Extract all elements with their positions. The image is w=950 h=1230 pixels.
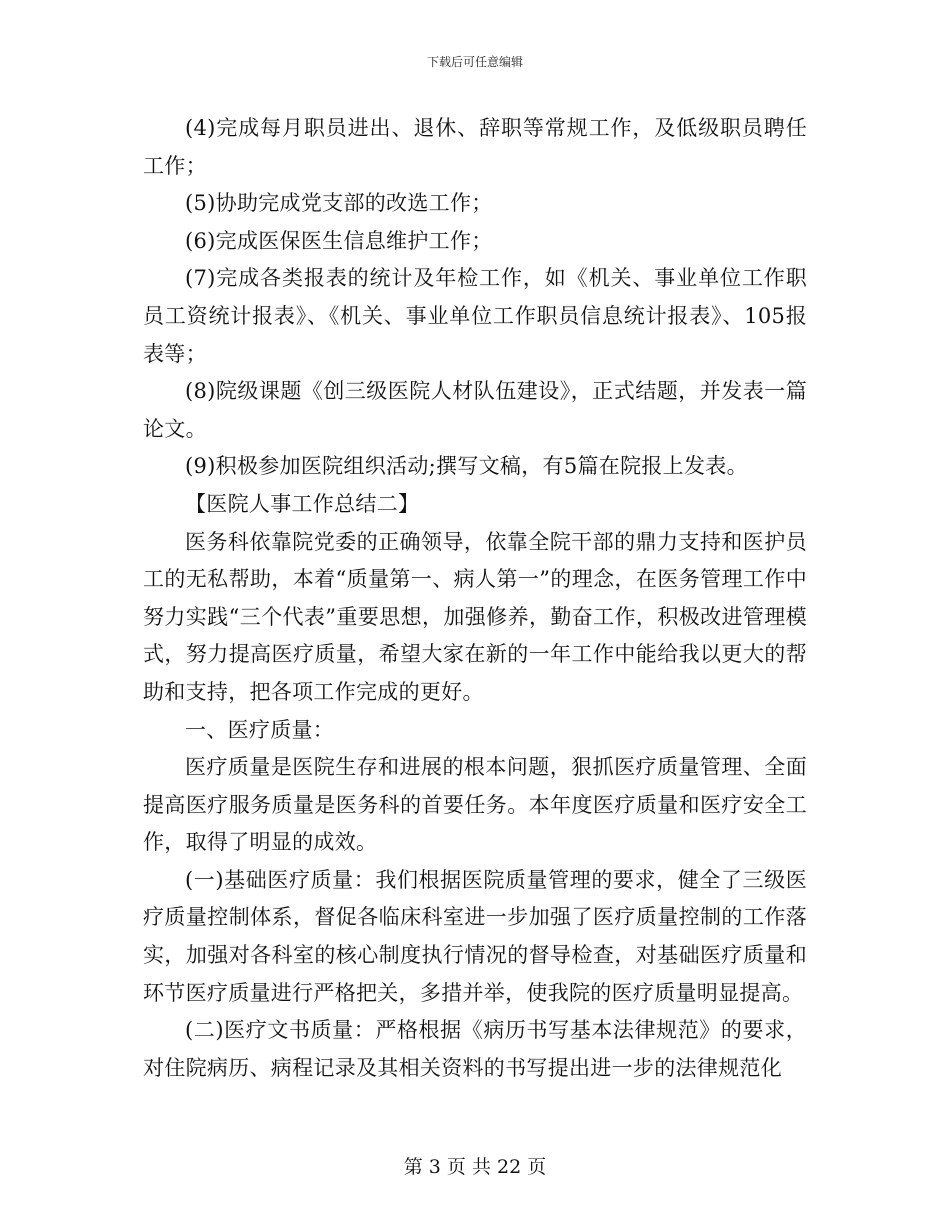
paragraph-item-7: (7)完成各类报表的统计及年检工作，如《机关、事业单位工作职员工资统计报表》、《机关、事业单位工作职员信息统计报表》、105报表等； (143, 266, 807, 366)
section-heading: 【医院人事工作总结二】 (185, 491, 420, 516)
paragraph-item-9: (9)积极参加医院组织活动;撰写文稿，有5篇在院报上发表。 (185, 454, 748, 479)
paragraph-item-5: (5)协助完成党支部的改选工作； (185, 191, 493, 216)
document-quality-paragraph: (二)医疗文书质量：严格根据《病历书写基本法律规范》的要求，对住院病历、病程记录及其相关资料的书写提出进一步的法律规范化 (143, 1018, 807, 1080)
page-header: 下载后可任意编辑 (426, 55, 523, 69)
paragraph-item-4: (4)完成每月职员进出、退休、辞职等常规工作，及低级职员聘任工作； (143, 116, 807, 178)
intro-paragraph: 医务科依靠院党委的正确领导，依靠全院干部的鼎力支持和医护员工的无私帮助，本着“质量第一、病人第一”的理念，在医务管理工作中努力实践“三个代表”重要思想，加强修养，勤奋工作，积极改进管理模式，努力提高医疗质量，希望大家在新的一年工作中能给我以更大的帮助和支持，把各项工作完成的更好。 (143, 529, 807, 704)
quality-paragraph: 医疗质量是医院生存和进展的根本问题，狠抓医疗质量管理、全面提高医疗服务质量是医务科的首要任务。本年度医疗质量和医疗安全工作，取得了明显的成效。 (143, 755, 807, 855)
page-number: 第 3 页 共 22 页 (403, 1156, 547, 1178)
paragraph-item-6: (6)完成医保医生信息维护工作； (185, 228, 493, 253)
paragraph-item-8: (8)院级课题《创三级医院人材队伍建设》，正式结题，并发表一篇论文。 (143, 379, 807, 441)
subsection-heading: 一、医疗质量： (185, 717, 335, 742)
document-body (143, 110, 807, 1087)
basic-quality-paragraph: (一)基础医疗质量：我们根据医院质量管理的要求，健全了三级医疗质量控制体系，督促各临床科室进一步加强了医疗质量控制的工作落实，加强对各科室的核心制度执行情况的督导检查，对基础医疗质量和环节医疗质量进行严格把关，多措并举，使我院的医疗质量明显提高。 (143, 867, 807, 1005)
